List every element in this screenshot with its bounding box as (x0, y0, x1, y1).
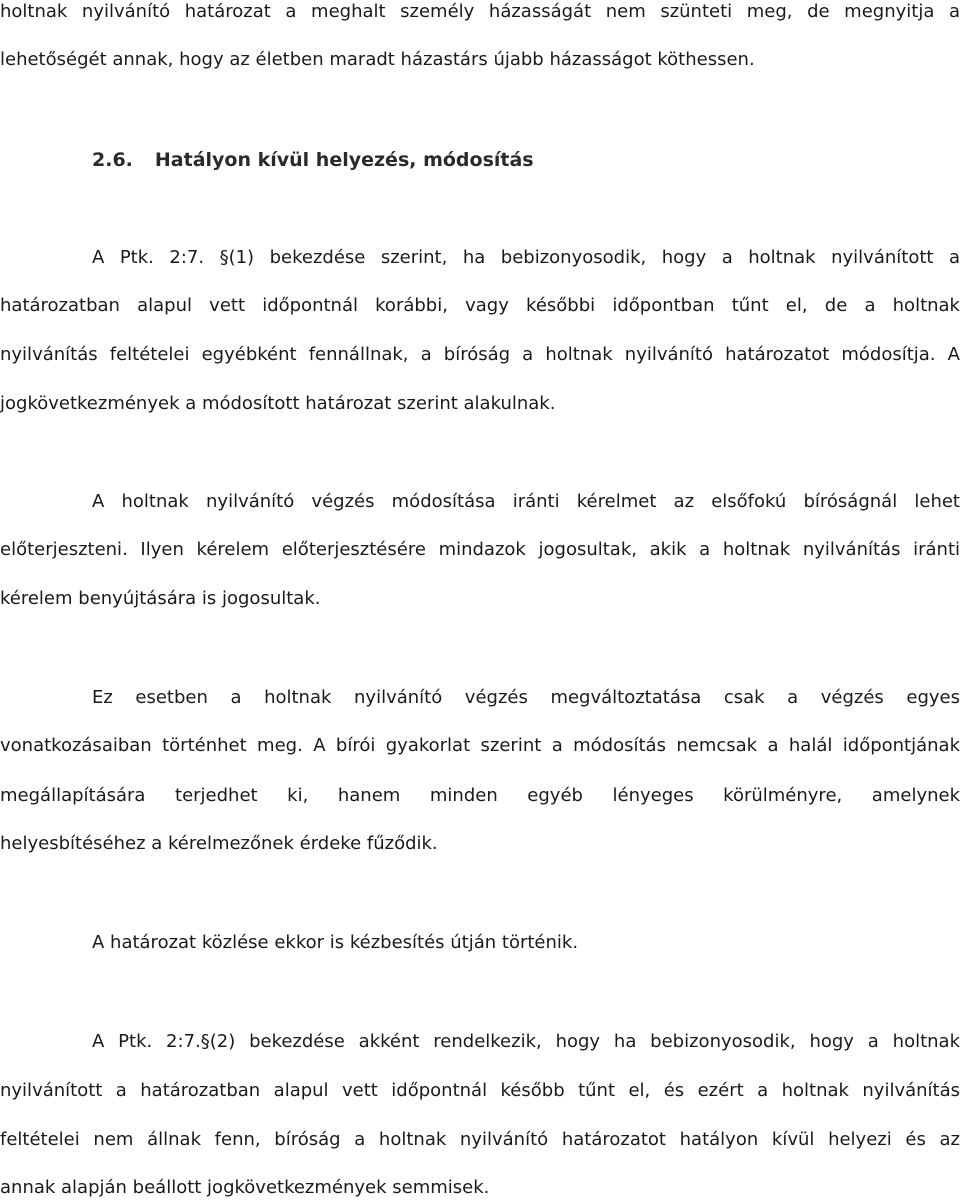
paragraph-5-line-1: A határozat közlése ekkor is kézbesítés útján történik. (92, 932, 579, 953)
section-title: Hatályon kívül helyezés, módosítás (154, 149, 534, 171)
paragraph-6-line-4: annak alapján beállott jogkövetkezmények semmisek. (0, 1177, 490, 1198)
paragraph-6-line-3: feltételei nem állnak fenn, bíróság a holtnak nyilvánító határozatot hatályon kívül helyezi és az (0, 1129, 960, 1150)
paragraph-3-line-3: kérelem benyújtására is jogosultak. (0, 588, 321, 609)
paragraph-2-line-1: A Ptk. 2:7. §(1) bekezdése szerint, ha bebizonyosodik, hogy a holtnak nyilvánított a (92, 247, 960, 268)
paragraph-3-line-1: A holtnak nyilvánító végzés módosítása iránti kérelmet az elsőfokú bíróságnál lehet (92, 491, 960, 512)
paragraph-4-line-3: megállapítására terjedhet ki, hanem minden egyéb lényeges körülményre, amelynek (0, 785, 960, 806)
section-number: 2.6. (92, 149, 133, 171)
paragraph-2-line-3: nyilvánítás feltételei egyébként fennállnak, a bíróság a holtnak nyilvánító határozatot módosítja. A (0, 344, 960, 365)
paragraph-1-line-1: holtnak nyilvánító határozat a meghalt személy házasságát nem szünteti meg, de megnyitja a (0, 1, 960, 22)
paragraph-2-line-4: jogkövetkezmények a módosított határozat szerint alakulnak. (0, 393, 556, 414)
paragraph-2-line-2: határozatban alapul vett időpontnál korábbi, vagy későbbi időpontban tűnt el, de a holtnak (0, 295, 960, 316)
paragraph-3-line-2: előterjeszteni. Ilyen kérelem előterjesztésére mindazok jogosultak, akik a holtnak nyilvánítás iránti (0, 539, 960, 560)
paragraph-6-line-2: nyilvánított a határozatban alapul vett időpontnál később tűnt el, és ezért a holtnak nyilvánítás (0, 1080, 960, 1101)
paragraph-4-line-1: Ez esetben a holtnak nyilvánító végzés megváltoztatása csak a végzés egyes (92, 687, 960, 708)
section-heading (92, 148, 534, 172)
paragraph-1-line-2: lehetőségét annak, hogy az életben maradt házastárs újabb házasságot köthessen. (0, 49, 755, 70)
paragraph-4-line-4: helyesbítéséhez a kérelmezőnek érdeke fűződik. (0, 833, 438, 854)
paragraph-4-line-2: vonatkozásaiban történhet meg. A bírói gyakorlat szerint a módosítás nemcsak a halál időpontjának (0, 735, 960, 756)
paragraph-6-line-1: A Ptk. 2:7.§(2) bekezdése akként rendelkezik, hogy ha bebizonyosodik, hogy a holtnak (92, 1031, 960, 1052)
